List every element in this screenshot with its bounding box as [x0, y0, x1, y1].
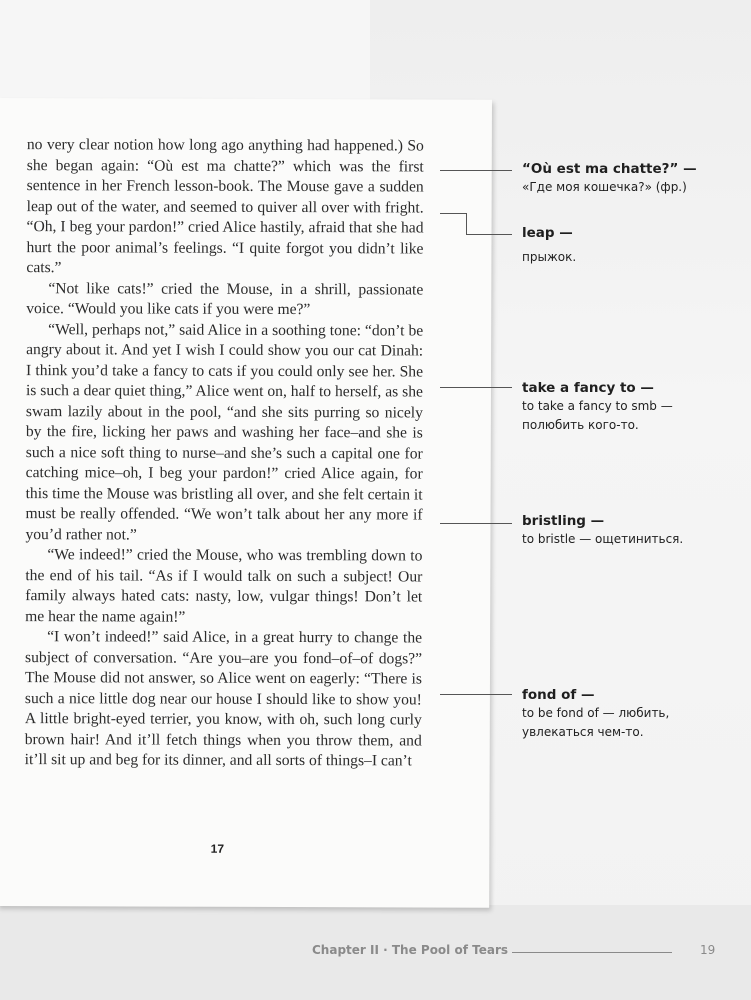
footer-rule — [512, 952, 672, 953]
glossary-entry — [522, 686, 742, 742]
glossary-entry — [522, 512, 742, 549]
glossary-term: fond of — — [522, 687, 595, 703]
book-page-number: 17 — [210, 841, 225, 856]
glossary-term: take a fancy to — — [522, 380, 654, 396]
paragraph: “We indeed!” cried the Mouse, who was trembling down to the end of his tail. “As if I would talk on such a subject! Our family always hated cats: nasty, low, vulgar things! Don’t let me hear the name again!” — [25, 546, 423, 626]
leader-line-leap-bottom — [466, 234, 512, 235]
paragraph: “I won’t indeed!” said Alice, in a great hurry to change the subject of conversation. “Are you–are you fond–of–of dogs?” The Mouse did not answer, so Alice went on eagerly: “There is such a nice little dog near our house I should like to show you! A little bright-eyed terrier, you know, with oh, such long curly brown hair! And it’ll fetch things when you throw them, and it’ll sit up and beg for its dinner, and all sorts of things–I can’t — [24, 628, 423, 770]
leader-line-fond — [440, 694, 512, 695]
footer-chapter-title: Chapter II · The Pool of Tears — [312, 943, 509, 957]
book-body-text — [25, 135, 424, 772]
glossary-definition: прыжок. — [522, 250, 577, 264]
glossary-definition: to be fond of — любить, увлекаться чем-то. — [522, 706, 670, 739]
footer-page-number: 19 — [700, 943, 716, 957]
leader-line-leap-vertical — [466, 213, 467, 234]
book-page-photo — [0, 98, 492, 908]
glossary-entry — [522, 160, 742, 197]
paragraph: “Well, perhaps not,” said Alice in a soothing tone: “don’t be angry about it. And yet I wish I could show you our cat Dinah: I think you’d take a fancy to cats if you could only see her. She is such a dear quiet thing,” Alice went on, half to herself, as she swam lazily about in the pool, “and she sits purring so nicely by the fire, licking her paws and washing her face–and she is such a nice soft thing to nurse–and she’s such a capital one for catching mice–oh, I beg your pardon!” cried Alice again, for this time the Mouse was bristling all over, and she felt certain it must be really offended. “We won’t talk about her any more if you’d rather not.” — [25, 320, 424, 543]
leader-line-chatte — [440, 170, 512, 171]
leader-line-fancy — [440, 387, 512, 388]
leader-line-leap-top — [440, 213, 466, 214]
leader-line-bristling — [440, 523, 512, 524]
glossary-term: leap — — [522, 225, 573, 241]
glossary-entry — [522, 224, 742, 267]
glossary-term: “Où est ma chatte?” — — [522, 161, 697, 177]
glossary-definition: to bristle — ощетиниться. — [522, 532, 684, 546]
glossary-term: bristling — — [522, 513, 605, 529]
paragraph: “Not like cats!” cried the Mouse, in a shrill, passionate voice. “Would you like cats if you were me?” — [26, 279, 424, 319]
glossary-entry — [522, 379, 742, 435]
glossary-definition: «Где моя кошечка?» (фр.) — [522, 180, 687, 194]
paragraph: no very clear notion how long ago anything had happened.) So she began again: “Où est ma chatte?” which was the first sentence in her French lesson-book. The Mouse gave a sudden leap out of the water, and seemed to quiver all over with fright. “Oh, I beg your pardon!” cried Alice hastily, afraid that she had hurt the poor animal’s feelings. “I quite forgot you didn’t like cats.” — [26, 136, 424, 277]
glossary-definition: to take a fancy to smb — полюбить кого-то. — [522, 399, 673, 432]
